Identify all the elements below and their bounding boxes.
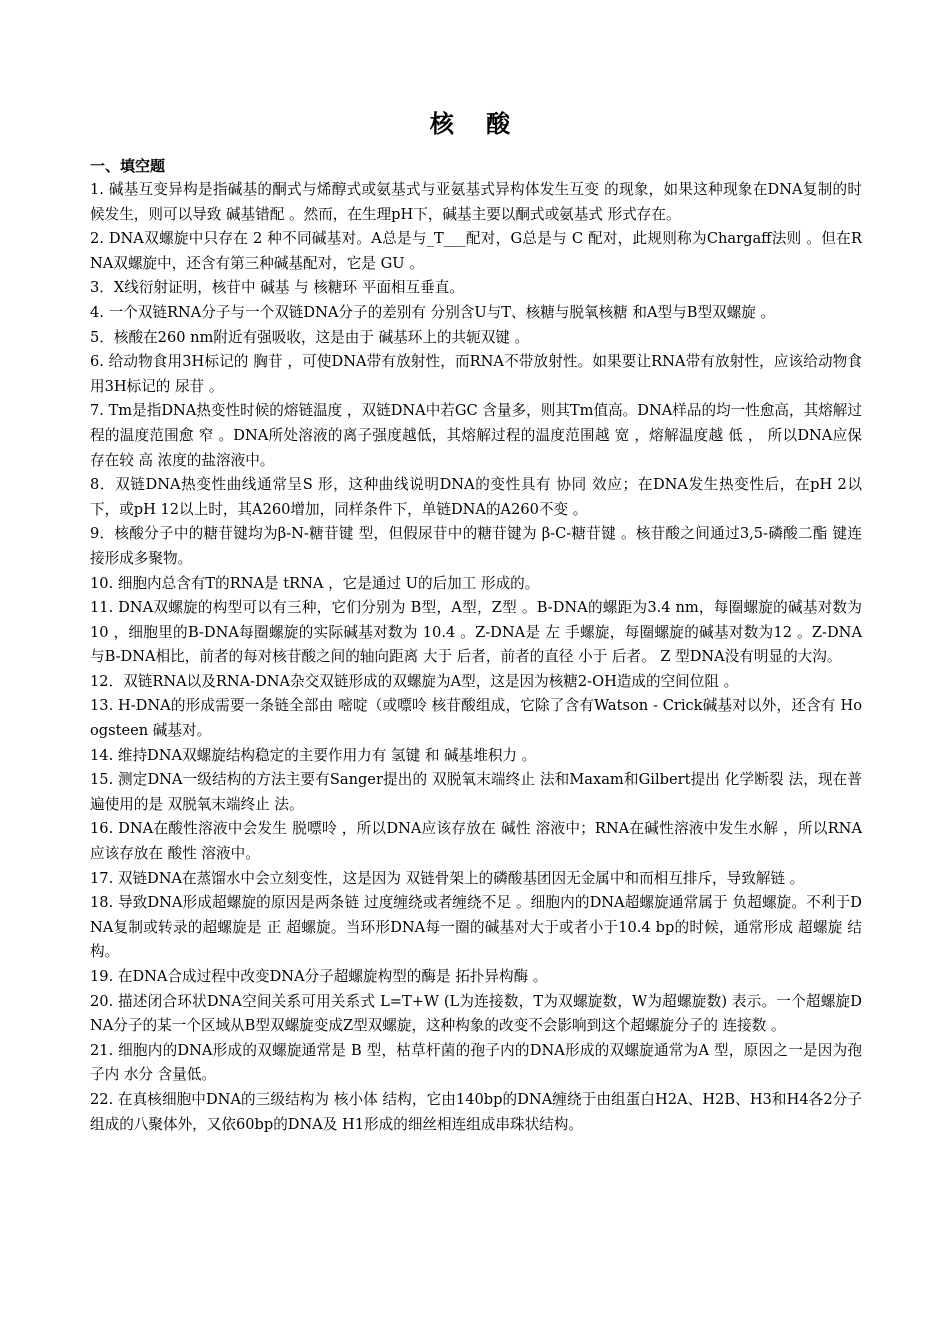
section-heading: 一、填空题: [90, 157, 166, 175]
question-item-9: 9．核酸分子中的糖苷键均为β-N-糖苷键 型，但假尿苷中的糖苷键为 β-C-糖苷键 。核苷酸之间通过3,5-磷酸二酯 键连接形成多聚物。: [90, 525, 862, 567]
question-item-11: 11. DNA双螺旋的构型可以有三种，它们分别为 B型，A型，Z型 。B-DNA的螺距为3.4 nm，每圈螺旋的碱基对数为 10 ，细胞里的B-DNA每圈螺旋的实际碱基对数为 10.4 。Z-DNA是 左 手螺旋，每圈螺旋的碱基对数为12 。Z-DNA与B-DNA相比，前者的每对核苷酸之间的轴向距离 大于 后者，前者的直径 小于 后者。 Z 型DNA没有明显的大沟。: [90, 599, 862, 666]
question-item-17: 17. 双链DNA在蒸馏水中会立刻变性，这是因为 双链骨架上的磷酸基团因无金属中和而相互排斥，导致解链 。: [90, 869, 805, 887]
question-item-14: 14. 维持DNA双螺旋结构稳定的主要作用力有 氢键 和 碱基堆积力 。: [90, 746, 537, 764]
document-title: 核 酸: [429, 109, 523, 138]
question-list: [90, 178, 862, 1137]
question-item-8: 8．双链DNA热变性曲线通常呈S 形，这种曲线说明DNA的变性具有 协同 效应；在DNA发生热变性后，在pH 2以下，或pH 12以上时，其A260增加，同样条件下，单链DNA的A260不变 。: [90, 476, 862, 518]
question-item-20: 20. 描述闭合环状DNA空间关系可用关系式 L=T+W (L为连接数，T为双螺旋数，W为超螺旋数) 表示。一个超螺旋DNA分子的某一个区域从B型双螺旋变成Z型双螺旋，这种构象的改变不会影响到这个超螺旋分子的 连接数 。: [90, 992, 862, 1035]
question-item-10: 10. 细胞内总含有T的RNA是 tRNA ，它是通过 U的后加工 形成的。: [90, 574, 540, 592]
question-item-1: 1. 碱基互变异构是指碱基的酮式与烯醇式或氨基式与亚氨基式异构体发生互变 的现象，如果这种现象在DNA复制的时候发生，则可以导致 碱基错配 。然而，在生理pH下，碱基主要以酮式或氨基式 形式存在。: [90, 181, 862, 223]
question-item-6: 6. 给动物食用3H标记的 胸苷 ，可使DNA带有放射性，而RNA不带放射性。如果要让RNA带有放射性，应该给动物食用3H标记的 尿苷 。: [90, 353, 862, 395]
question-item-12: 12．双链RNA以及RNA-DNA杂交双链形成的双螺旋为A型，这是因为核糖2-OH造成的空间位阻 。: [90, 672, 739, 690]
question-item-21: 21. 细胞内的DNA形成的双螺旋通常是 B 型，枯草杆菌的孢子内的DNA形成的双螺旋通常为A 型，原因之一是因为孢子内 水分 含量低。: [90, 1041, 862, 1084]
question-item-5: 5．核酸在260 nm附近有强吸收，这是由于 碱基环上的共轭双键 。: [90, 328, 530, 346]
question-item-16: 16. DNA在酸性溶液中会发生 脱嘌呤 ，所以DNA应该存放在 碱性 溶液中；RNA在碱性溶液中发生水解 ，所以RNA应该存放在 酸性 溶液中。: [90, 820, 862, 863]
question-item-18: 18. 导致DNA形成超螺旋的原因是两条链 过度缠绕或者缠绕不足 。细胞内的DNA超螺旋通常属于 负超螺旋。不利于DNA复制或转录的超螺旋是 正 超螺旋。当环形DNA每一圈的碱基对大于或者小于10.4 bp的时候，通常形成 超螺旋 结构。: [90, 894, 862, 961]
document-page: [90, 108, 862, 1137]
question-item-15: 15. 测定DNA一级结构的方法主要有Sanger提出的 双脱氧末端终止 法和Maxam和Gilbert提出 化学断裂 法，现在普遍使用的是 双脱氧末端终止 法。: [90, 771, 862, 813]
question-item-4: 4. 一个双链RNA分子与一个双链DNA分子的差别有 分别含U与T、核糖与脱氧核糖 和A型与B型双螺旋 。: [90, 303, 776, 321]
question-item-22: 22. 在真核细胞中DNA的三级结构为 核小体 结构，它由140bp的DNA缠绕于由组蛋白H2A、H2B、H3和H4各2分子 组成的八聚体外，又依60bp的DNA及 H1形成的细丝相连组成串珠状结构。: [90, 1090, 862, 1133]
question-item-13: 13. H-DNA的形成需要一条链全部由 嘧啶（或嘌呤 核苷酸组成，它除了含有Watson - Crick碱基对以外，还含有 Hoogsteen 碱基对。: [90, 697, 862, 740]
question-item-2: 2. DNA双螺旋中只存在 2 种不同碱基对。A总是与_T___配对，G总是与 C 配对，此规则称为Chargaff法则 。但在RNA双螺旋中，还含有第三种碱基配对，它是 GU 。: [90, 230, 862, 272]
question-item-3: 3．X线衍射证明，核苷中 碱基 与 核糖环 平面相互垂直。: [90, 279, 464, 297]
question-item-7: 7. Tm是指DNA热变性时候的熔链温度 ，双链DNA中若GC 含量多，则其Tm值高。DNA样品的均一性愈高，其熔解过程的温度范围愈 窄 。DNA所处溶液的离子强度越低，其熔解过程的温度范围越 宽 ，熔解温度越 低 ， 所以DNA应保存在较 高 浓度的盐溶液中。: [90, 402, 862, 469]
question-item-19: 19. 在DNA合成过程中改变DNA分子超螺旋构型的酶是 拓扑异构酶 。: [90, 968, 548, 985]
